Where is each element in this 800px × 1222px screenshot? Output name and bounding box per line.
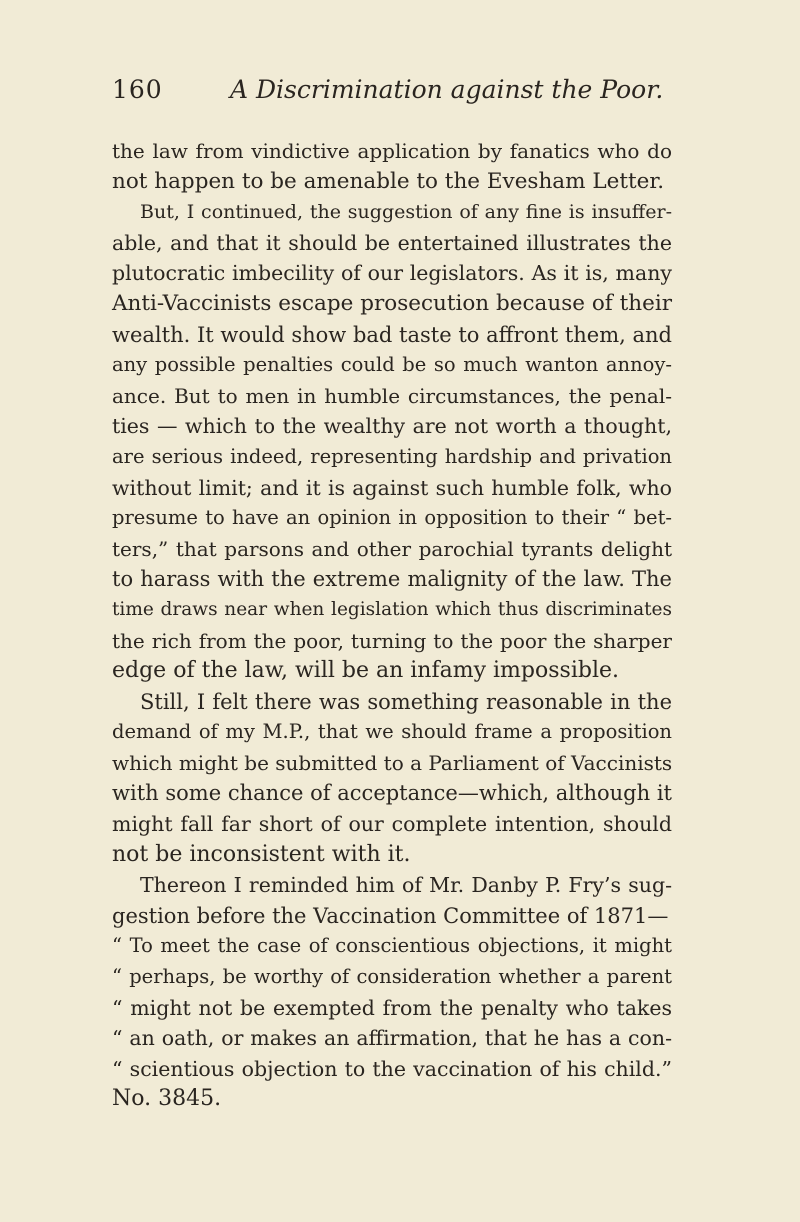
text-line: are serious indeed, representing hardship and privation — [112, 444, 672, 468]
running-head: A Discrimination against the Poor. — [230, 75, 664, 104]
text-line: “ scientious objection to the vaccination of his child.” — [112, 1056, 672, 1081]
text-line: Still, I felt there was something reasonable in the — [140, 689, 672, 714]
text-line: any possible penalties could be so much wanton annoy- — [112, 353, 672, 377]
text-line: demand of my M.P., that we should frame a proposition — [112, 720, 672, 744]
text-line: “ perhaps, be worthy of consideration whether a parent — [112, 965, 672, 989]
text-line: No. 3845. — [112, 1086, 222, 1112]
text-line: “ To meet the case of conscientious objections, it might — [112, 934, 672, 958]
text-line: not happen to be amenable to the Evesham Letter. — [112, 168, 665, 194]
text-line: “ an oath, or makes an affirmation, that he has a con- — [112, 1026, 672, 1051]
text-line: presume to have an opinion in opposition to their “ bet- — [112, 506, 672, 530]
text-line: which might be submitted to a Parliament of Vaccinists — [112, 750, 673, 775]
text-line: “ might not be exempted from the penalty who takes — [112, 995, 672, 1020]
text-line: the rich from the poor, turning to the poor the sharper — [112, 628, 672, 653]
text-line: ties — which to the wealthy are not worth a thought, — [112, 414, 672, 439]
text-line: the law from vindictive application by fanatics who do — [112, 139, 672, 163]
text-line: plutocratic imbecility of our legislators. As it is, many — [112, 261, 672, 286]
text-line: with some chance of acceptance—which, although it — [112, 781, 672, 806]
text-line: gestion before the Vaccination Committee of 1871— — [112, 903, 669, 928]
page-header — [112, 73, 672, 107]
text-line: Thereon I reminded him of Mr. Danby P. Fry’s sug- — [140, 873, 672, 898]
text-line: might fall far short of our complete intention, should — [112, 812, 672, 837]
text-line: time draws near when legislation which thus discriminates — [112, 598, 672, 620]
page-number: 160 — [112, 75, 163, 104]
text-line: edge of the law, will be an infamy impossible. — [112, 658, 619, 684]
text-line: to harass with the extreme malignity of the law. The — [112, 567, 672, 592]
text-line: without limit; and it is against such humble folk, who — [112, 475, 672, 500]
text-line: But, I continued, the suggestion of any fine is insuffer- — [140, 201, 672, 224]
body-text — [112, 136, 672, 1115]
text-line: wealth. It would show bad taste to affront them, and — [112, 322, 672, 347]
text-line: able, and that it should be entertained illustrates the — [112, 230, 672, 255]
text-line: Anti-Vaccinists escape prosecution because of their — [112, 290, 672, 316]
text-line: ance. But to men in humble circumstances, the penal- — [112, 383, 672, 408]
text-line: ters,” that parsons and other parochial tyrants delight — [112, 536, 672, 561]
text-line: not be inconsistent with it. — [112, 841, 411, 867]
